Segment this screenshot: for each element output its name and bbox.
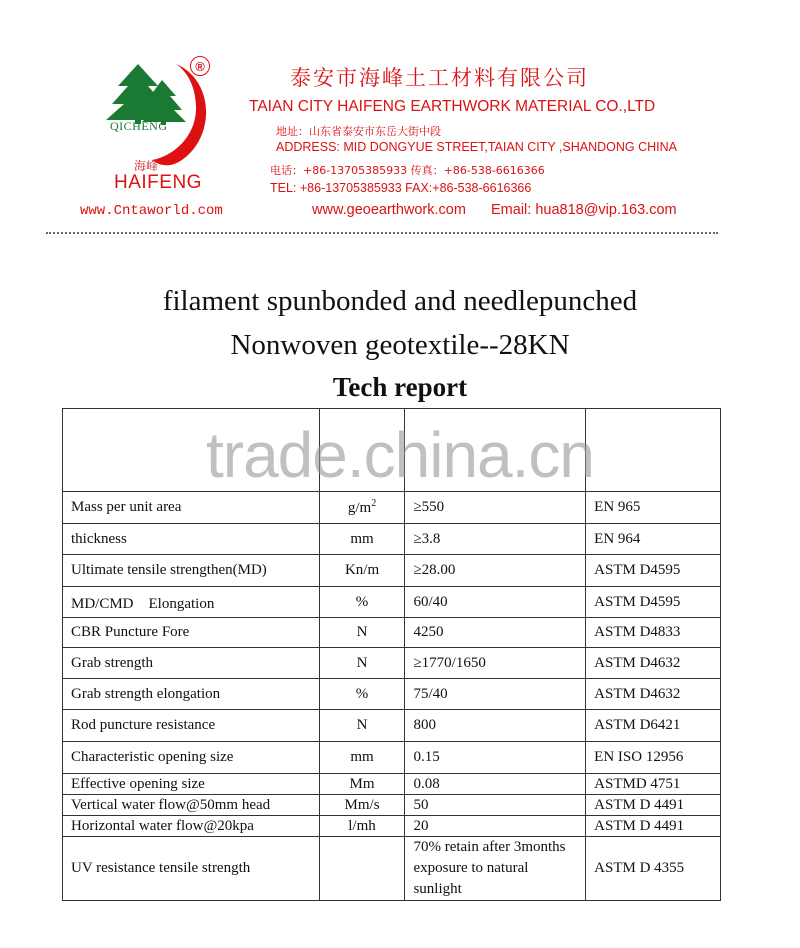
logo-text: QICHENG (110, 119, 168, 133)
registered-mark: ® (190, 56, 210, 76)
property-cell: Mass per unit area (63, 492, 320, 524)
standard-cell: ASTM D4632 (586, 679, 721, 710)
phone-fax-cn: 电话：+86-13705385933 传真：+86-538-6616366 (270, 164, 545, 177)
unit-cell: mm (319, 742, 405, 774)
table-row (63, 492, 721, 524)
property-cell: Ultimate tensile strengthen(MD) (63, 555, 320, 587)
standard-cell: ASTM D 4491 (586, 795, 721, 816)
table-row (63, 742, 721, 774)
value-cell: 0.08 (405, 774, 586, 795)
standard-cell: ASTM D 4355 (586, 837, 721, 901)
tree-icon (106, 64, 186, 125)
company-name-cn: 泰安市海峰土工材料有限公司 (290, 66, 589, 90)
property-cell: Grab strength (63, 648, 320, 679)
unit-cell: Kn/m (319, 555, 405, 587)
unit-cell: l/mh (319, 816, 405, 837)
table-row (63, 524, 721, 555)
property-cell: Horizontal water flow@20kpa (63, 816, 320, 837)
standard-cell: ASTM D4595 (586, 555, 721, 587)
property-cell: UV resistance tensile strength (63, 837, 320, 901)
table-header-row (63, 409, 721, 492)
unit-cell: N (319, 648, 405, 679)
value-cell: 800 (405, 710, 586, 742)
email-link[interactable]: Email: hua818@vip.163.com (491, 202, 677, 218)
standard-cell: ASTM D4595 (586, 587, 721, 618)
standard-cell: ASTM D4632 (586, 648, 721, 679)
table-row (63, 795, 721, 816)
unit-cell (319, 492, 405, 524)
header-cell (405, 409, 586, 492)
unit-cell: % (319, 679, 405, 710)
document-title-line2: Nonwoven geotextile--28KN (230, 329, 570, 361)
standard-cell: ASTM D 4491 (586, 816, 721, 837)
unit-cell: Mm (319, 774, 405, 795)
property-cell: thickness (63, 524, 320, 555)
standard-cell: ASTMD 4751 (586, 774, 721, 795)
brand-en: HAIFENG (114, 172, 202, 193)
header-cell (586, 409, 721, 492)
unit-cell: Mm/s (319, 795, 405, 816)
unit-text: g/m (347, 500, 372, 516)
property-cell: Effective opening size (63, 774, 320, 795)
value-cell: 70% retain after 3months exposure to natural sunlight (405, 837, 586, 901)
website-link[interactable]: www.geoearthwork.com (312, 202, 466, 218)
property-cell: Grab strength elongation (63, 679, 320, 710)
unit-cell (319, 837, 405, 901)
value-cell: ≥28.00 (405, 555, 586, 587)
table-row (63, 774, 721, 795)
header-cell (63, 409, 320, 492)
address-cn: 地址：山东省泰安市东岳大街中段 (276, 125, 441, 138)
value-cell: ≥1770/1650 (405, 648, 586, 679)
unit-cell: N (319, 710, 405, 742)
standard-cell: EN ISO 12956 (586, 742, 721, 774)
unit-cell: mm (319, 524, 405, 555)
table-row (63, 679, 721, 710)
letterhead-divider (46, 232, 718, 234)
standard-cell: ASTM D6421 (586, 710, 721, 742)
standard-cell: EN 965 (586, 492, 721, 524)
standard-cell: EN 964 (586, 524, 721, 555)
unit-superscript: 2 (371, 498, 377, 509)
unit-cell: % (319, 587, 405, 618)
value-cell: ≥3.8 (405, 524, 586, 555)
table-row (63, 587, 721, 618)
company-name-en: TAIAN CITY HAIFENG EARTHWORK MATERIAL CO.,LTD (249, 98, 656, 115)
value-cell: 0.15 (405, 742, 586, 774)
table-row (63, 837, 721, 901)
table-row (63, 648, 721, 679)
tech-spec-table (62, 408, 721, 901)
website-left-link[interactable]: www.Cntaworld.com (80, 203, 223, 219)
value-cell: 60/40 (405, 587, 586, 618)
property-cell: MD/CMD Elongation (63, 587, 320, 618)
table-row (63, 618, 721, 648)
property-cell: CBR Puncture Fore (63, 618, 320, 648)
table-row (63, 555, 721, 587)
document-title-line1: filament spunbonded and needlepunched (162, 285, 638, 317)
watermark: trade.china.cn (205, 419, 595, 491)
phone-fax-en: TEL: +86-13705385933 FAX:+86-538-6616366 (270, 181, 532, 195)
property-cell: Rod puncture resistance (63, 710, 320, 742)
document-subtitle: Tech report (332, 372, 468, 402)
table-row (63, 816, 721, 837)
brand-cn: 海峰 (134, 159, 159, 173)
address-en: ADDRESS: MID DONGYUE STREET,TAIAN CITY ,SHANDONG CHINA (276, 140, 677, 154)
value-cell: 4250 (405, 618, 586, 648)
property-cell: Characteristic opening size (63, 742, 320, 774)
table-row (63, 710, 721, 742)
property-cell: Vertical water flow@50mm head (63, 795, 320, 816)
value-cell: 20 (405, 816, 586, 837)
value-cell: 75/40 (405, 679, 586, 710)
header-cell (319, 409, 405, 492)
standard-cell: ASTM D4833 (586, 618, 721, 648)
unit-cell: N (319, 618, 405, 648)
value-cell: 50 (405, 795, 586, 816)
value-cell: ≥550 (405, 492, 586, 524)
